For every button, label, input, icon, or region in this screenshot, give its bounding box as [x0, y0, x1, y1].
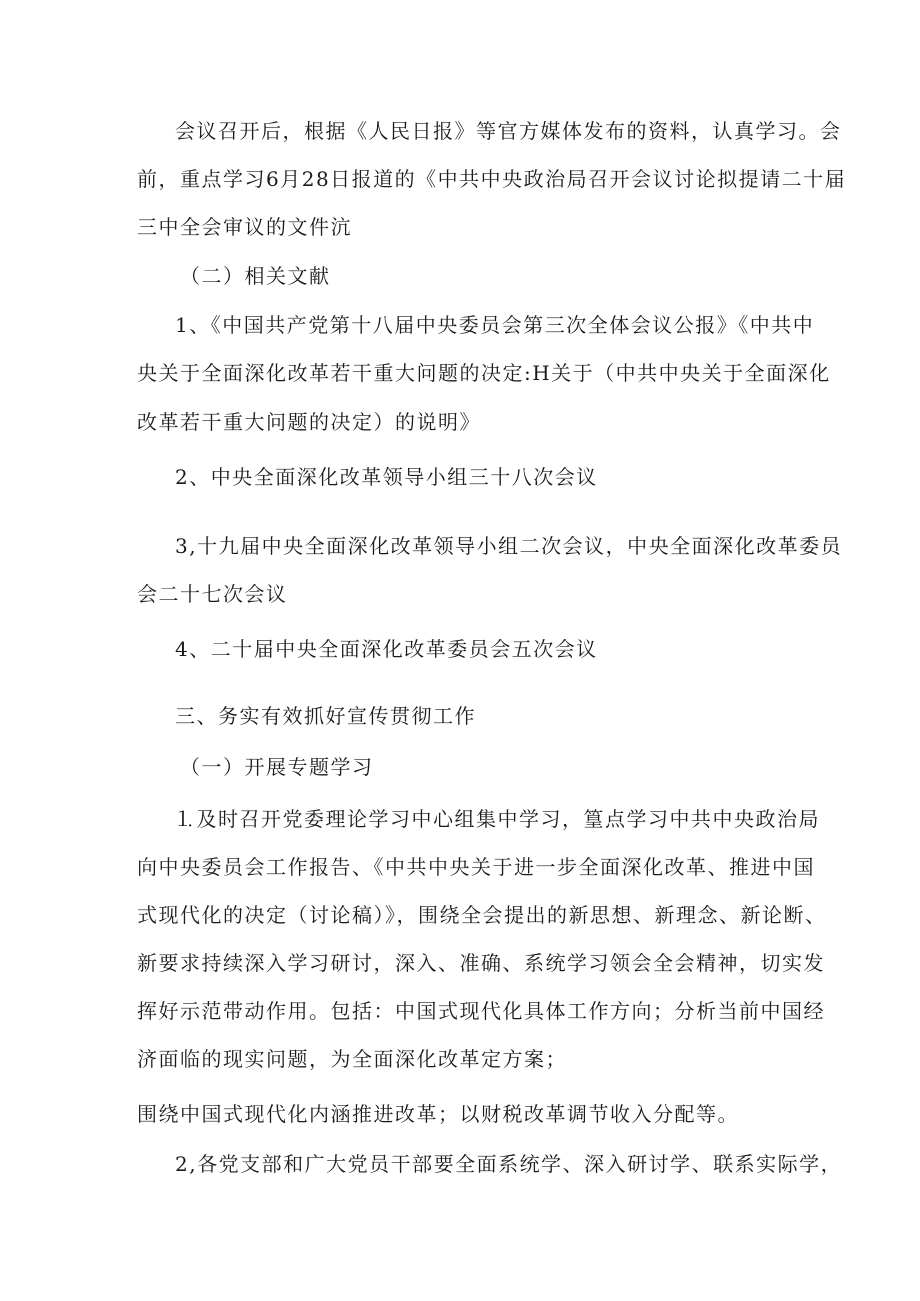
- list-item-line: 2、中央全面深化改革领导小组三十八次会议: [175, 465, 598, 489]
- paragraph-line: 新要求持续深入学习研讨，深入、准确、系统学习领会全会精神，切实发: [137, 951, 825, 975]
- paragraph-line: 向中央委员会工作报告、《中共中央关于进一步全面深化改革、推进中国: [137, 855, 815, 879]
- section-heading: 三、务实有效抓好宣传贯彻工作: [175, 704, 476, 728]
- paragraph-line: 济面临的现实问题，为全面深化改革定方案；: [137, 1047, 567, 1071]
- list-item-line: 会二十七次会议: [137, 582, 288, 606]
- paragraph-line: 前，重点学习6月28日报道的《中共中央政治局召开会议讨论拟提请二十届: [137, 167, 847, 191]
- list-item-line: 4、二十届中央全面深化改革委员会五次会议: [175, 637, 598, 661]
- paragraph-line: ⒈及时召开党委理论学习中心组集中学习，篁点学习中共中央政治局: [175, 807, 820, 831]
- paragraph-line: 三中全会审议的文件沆: [137, 215, 352, 239]
- paragraph-line: 式现代化的决定（讨论稿）》，围绕全会提出的新思想、新理念、新论断、: [137, 903, 827, 927]
- list-item-line: 央关于全面深化改革若干重大问题的决定:H关于（中共中央关于全面深化: [137, 361, 831, 385]
- paragraph-line: 2,各党支部和广大党员干部要全面系统学、深入研讨学、联系实际学，: [175, 1152, 843, 1176]
- section-heading: （二）相关文献: [180, 264, 331, 288]
- list-item-line: 1、《中国共产党第十八届中央委员会第三次全体会议公报》《中共中: [175, 313, 815, 337]
- paragraph-line: 会议召开后，根据《人民日报》等官方媒体发布的资料，认真学习。会: [175, 119, 842, 143]
- list-item-line: 3,十九届中央全面深化改革领导小组二次会议，中央全面深化改革委员: [175, 534, 843, 558]
- section-heading: （一）开展专题学习: [180, 755, 374, 779]
- list-item-line: 改革若干重大问题的决定）的说明》: [137, 410, 481, 434]
- paragraph-line: 围绕中国式现代化内涵推进改革；以财税改革调节收入分配等。: [137, 1102, 739, 1126]
- paragraph-line: 挥好示范带动作用。包括：中国式现代化具体工作方向；分析当前中国经: [137, 999, 825, 1023]
